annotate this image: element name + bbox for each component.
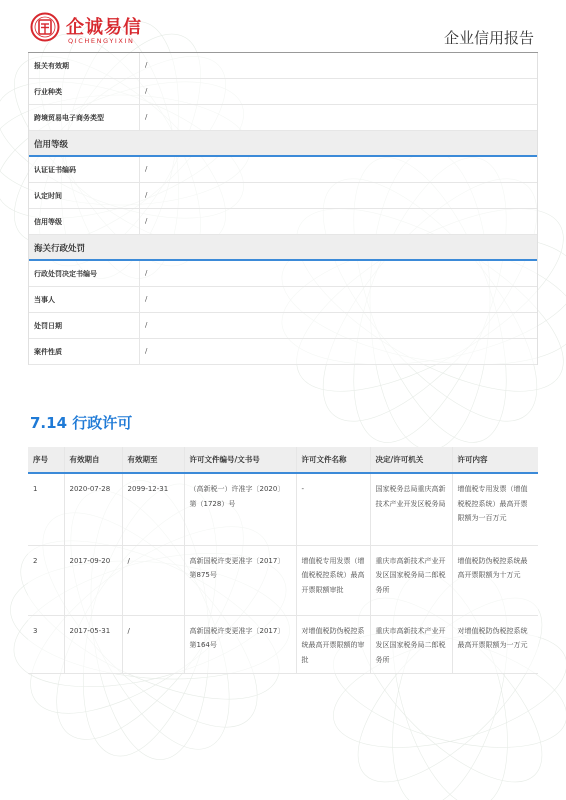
column-header: 许可文件编号/文书号: [184, 447, 296, 473]
cell-valid-to: /: [122, 615, 184, 673]
cell-authority: 重庆市高新技术产业开发区国家税务局二郎税务所: [370, 545, 452, 615]
brand-logo: [30, 12, 180, 48]
table-row: [29, 287, 537, 313]
column-header: 许可内容: [452, 447, 538, 473]
cell-authority: 重庆市高新技术产业开发区国家税务局二郎税务所: [370, 615, 452, 673]
cell-index: 3: [28, 615, 64, 673]
cell-divider: [139, 261, 140, 286]
field-label: 信用等级: [34, 218, 62, 226]
field-label: 处罚日期: [34, 322, 62, 330]
cell-divider: [139, 53, 140, 78]
credit-level-section-header: [29, 131, 537, 157]
cell-valid-to: /: [122, 545, 184, 615]
column-header: 有效期至: [122, 447, 184, 473]
field-label: 认证证书编码: [34, 166, 76, 174]
column-header: 有效期自: [64, 447, 122, 473]
cell-license-content: 对增值税防伪税控系统最高开票限额为一万元: [452, 615, 538, 673]
cell-divider: [139, 313, 140, 338]
cell-divider: [139, 209, 140, 234]
table-row: [28, 545, 538, 615]
table-row: [29, 105, 537, 131]
column-header: 许可文件名称: [296, 447, 370, 473]
field-value: /: [145, 87, 148, 95]
table-header-row: [28, 447, 538, 473]
red-seal-icon: [30, 12, 60, 42]
field-value: /: [145, 61, 148, 69]
cell-divider: [139, 287, 140, 312]
field-value: /: [145, 347, 148, 355]
administrative-license-heading: 7.14 行政许可: [30, 414, 133, 432]
table-row: [29, 313, 537, 339]
cell-document-number: （高新税一）许准字〔2020〕第（1728）号: [184, 473, 296, 545]
field-label: 行政处罚决定书编号: [34, 270, 97, 278]
field-label: 案件性质: [34, 348, 62, 356]
column-header: 决定/许可机关: [370, 447, 452, 473]
cell-document-name: 增值税专用发票（增值税税控系统）最高开票限额审批: [296, 545, 370, 615]
customs-info-table: [28, 53, 538, 365]
brand-name: 企诚易信: [66, 17, 142, 38]
cell-authority: 国家税务总局重庆高新技术产业开发区税务局: [370, 473, 452, 545]
cell-divider: [139, 157, 140, 182]
table-row: [28, 473, 538, 545]
field-value: /: [145, 113, 148, 121]
table-row: [29, 183, 537, 209]
field-label: 跨境贸易电子商务类型: [34, 114, 104, 122]
brand-pinyin: QICHENGYIXIN: [68, 37, 135, 45]
cell-document-number: 高新国税许变更准字〔2017〕第875号: [184, 545, 296, 615]
customs-penalty-section-header: [29, 235, 537, 261]
table-row: [29, 209, 537, 235]
section-title: 信用等级: [34, 140, 69, 150]
cell-document-number: 高新国税许变更准字〔2017〕第164号: [184, 615, 296, 673]
cell-valid-from: 2017-09-20: [64, 545, 122, 615]
field-value: /: [145, 269, 148, 277]
table-row: [29, 157, 537, 183]
cell-divider: [139, 79, 140, 104]
field-label: 认定时间: [34, 192, 62, 200]
table-row: [29, 261, 537, 287]
field-value: /: [145, 295, 148, 303]
field-label: 行业种类: [34, 88, 62, 96]
section-title: 海关行政处罚: [34, 244, 86, 254]
cell-divider: [139, 183, 140, 208]
field-value: /: [145, 191, 148, 199]
cell-document-name: 对增值税防伪税控系统最高开票限额的审批: [296, 615, 370, 673]
table-row: [29, 339, 537, 365]
administrative-license-table: [28, 447, 538, 674]
cell-license-content: 增值税专用发票（增值税税控系统）最高开票限额为一百万元: [452, 473, 538, 545]
cell-index: 2: [28, 545, 64, 615]
page-header: [0, 0, 566, 52]
cell-index: 1: [28, 473, 64, 545]
table-row: [29, 79, 537, 105]
cell-divider: [139, 339, 140, 364]
cell-divider: [139, 105, 140, 130]
table-row: [29, 53, 537, 79]
cell-valid-to: 2099-12-31: [122, 473, 184, 545]
cell-valid-from: 2017-05-31: [64, 615, 122, 673]
table-row: [28, 615, 538, 673]
cell-valid-from: 2020-07-28: [64, 473, 122, 545]
cell-license-content: 增值税防伪税控系统最高开票限额为十万元: [452, 545, 538, 615]
report-title: 企业信用报告: [443, 29, 534, 47]
column-header: 序号: [28, 447, 64, 473]
cell-document-name: -: [296, 473, 370, 545]
field-label: 当事人: [34, 296, 55, 304]
field-label: 报关有效期: [34, 62, 69, 70]
field-value: /: [145, 321, 148, 329]
field-value: /: [145, 217, 148, 225]
field-value: /: [145, 165, 148, 173]
